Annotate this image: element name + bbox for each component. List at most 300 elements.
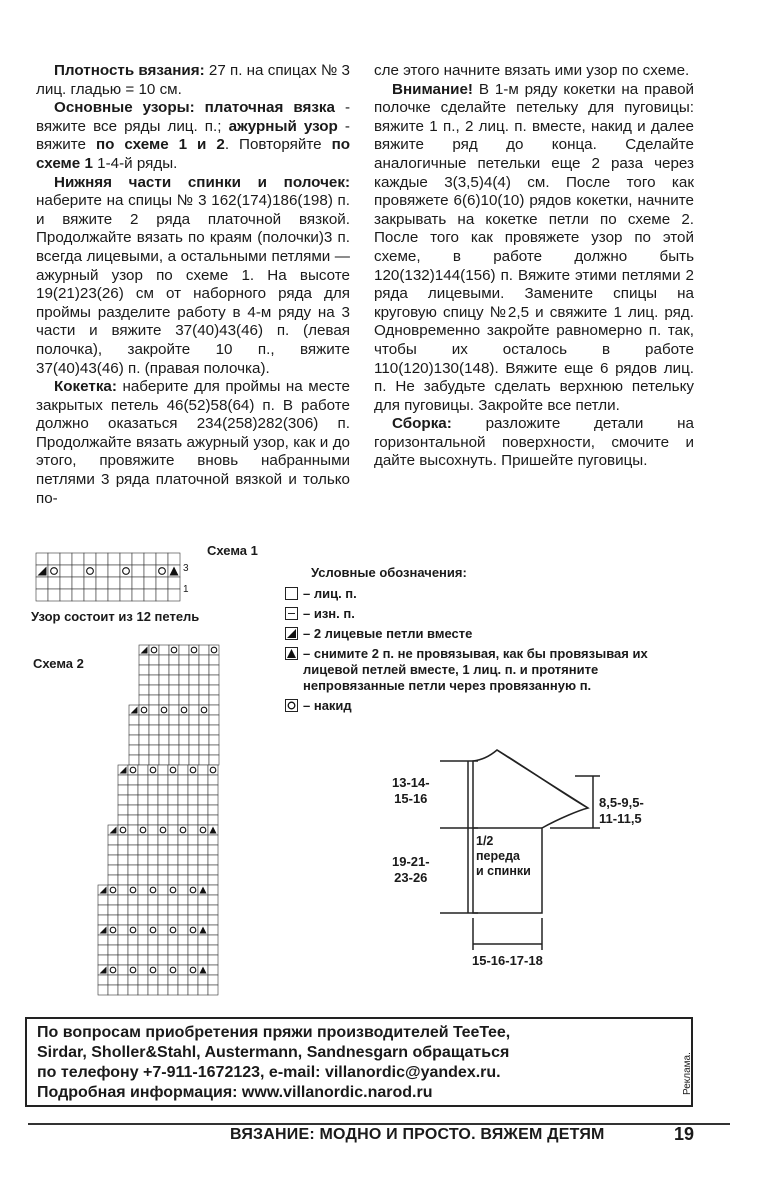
chart-cell — [139, 695, 149, 705]
chart-cell — [128, 985, 138, 995]
chart-cell — [208, 875, 218, 885]
chart-cell — [169, 725, 179, 735]
legend-title: Условные обозначения: — [311, 565, 467, 580]
chart-cell — [36, 553, 48, 565]
label-line: 13-14- — [392, 775, 430, 790]
chart-cell — [149, 675, 159, 685]
chart-cell — [149, 725, 159, 735]
scheme-2-title: Схема 2 — [33, 656, 84, 671]
chart-cell — [72, 553, 84, 565]
chart-cell — [178, 855, 188, 865]
chart-cell — [188, 895, 198, 905]
chart-cell — [209, 745, 219, 755]
chart-cell — [148, 795, 158, 805]
chart-cell — [189, 645, 199, 655]
chart-cell — [208, 865, 218, 875]
chart-cell — [159, 695, 169, 705]
chart-cell — [178, 845, 188, 855]
chart-cell — [129, 755, 139, 765]
chart-cell — [98, 955, 108, 965]
chart-cell — [169, 665, 179, 675]
scheme-1-caption: Узор состоит из 12 петель — [31, 609, 200, 624]
chart-cell — [199, 655, 209, 665]
chart-cell — [148, 965, 158, 975]
chart-cell — [198, 985, 208, 995]
chart-cell — [188, 775, 198, 785]
chart-cell — [128, 805, 138, 815]
chart-cell — [118, 875, 128, 885]
chart-cell — [198, 825, 208, 835]
chart-cell — [148, 815, 158, 825]
chart-cell — [178, 985, 188, 995]
chart-cell — [178, 805, 188, 815]
chart-cell — [48, 589, 60, 601]
chart-cell — [189, 665, 199, 675]
chart-cell — [208, 985, 218, 995]
chart-cell — [198, 765, 208, 775]
chart-cell — [72, 589, 84, 601]
chart-cell — [178, 965, 188, 975]
chart-cell — [179, 745, 189, 755]
chart-cell — [169, 655, 179, 665]
chart-cell — [138, 785, 148, 795]
pattern-label-right — [599, 795, 644, 827]
chart-cell — [179, 695, 189, 705]
chart-cell — [138, 965, 148, 975]
chart-cell — [199, 705, 209, 715]
chart-cell — [96, 553, 108, 565]
chart-cell — [156, 565, 168, 577]
chart-cell — [138, 855, 148, 865]
chart-cell — [138, 805, 148, 815]
chart-cell — [128, 955, 138, 965]
chart-cell — [209, 675, 219, 685]
footer-title: ВЯЗАНИЕ: МОДНО И ПРОСТО. ВЯЖЕМ ДЕТЯМ — [230, 1126, 605, 1143]
chart-cell — [159, 675, 169, 685]
chart-cell — [188, 905, 198, 915]
legend — [285, 565, 673, 718]
chart-cell — [138, 875, 148, 885]
right-decrease-icon — [285, 647, 298, 660]
chart-cell — [198, 775, 208, 785]
patterns-text-a: - вяжите все ряды лиц. п.; — [36, 99, 350, 135]
chart-cell — [148, 825, 158, 835]
chart-cell — [118, 855, 128, 865]
legend-item-text: – накид — [303, 698, 352, 713]
chart-cell — [118, 915, 128, 925]
chart-cell — [139, 675, 149, 685]
chart-cell — [128, 855, 138, 865]
legend-item — [285, 586, 673, 602]
left-decrease-icon — [285, 627, 298, 640]
chart-cell — [158, 965, 168, 975]
chart-cell — [118, 845, 128, 855]
chart-cell — [118, 825, 128, 835]
empty-square-icon — [285, 587, 298, 600]
chart-cell — [138, 895, 148, 905]
chart-cell — [118, 865, 128, 875]
legend-item-text: – лиц. п. — [303, 586, 357, 601]
chart-cell — [138, 825, 148, 835]
chart-cell — [120, 589, 132, 601]
chart-cell — [179, 675, 189, 685]
chart-cell — [138, 975, 148, 985]
chart-cell — [148, 855, 158, 865]
chart-cell — [158, 985, 168, 995]
chart-cell — [178, 885, 188, 895]
chart-cell — [72, 577, 84, 589]
chart-cell — [198, 805, 208, 815]
patterns-bold-f: по схеме 1 — [36, 136, 351, 172]
chart-cell — [118, 805, 128, 815]
chart-cell — [208, 965, 218, 975]
chart-cell — [138, 905, 148, 915]
chart-cell — [139, 755, 149, 765]
chart-cell — [208, 945, 218, 955]
chart-cell — [159, 755, 169, 765]
chart-cell — [128, 895, 138, 905]
chart-cell — [198, 915, 208, 925]
chart-cell — [209, 705, 219, 715]
chart-cell — [188, 835, 198, 845]
chart-cell — [148, 765, 158, 775]
chart-cell — [209, 695, 219, 705]
chart-cell — [48, 553, 60, 565]
chart-cell — [199, 725, 209, 735]
legend-item-text: – 2 лицевые петли вместе — [303, 626, 473, 641]
chart-cell — [158, 785, 168, 795]
yarn-over-icon — [285, 699, 298, 712]
patterns-text-e: . Повторяйте — [224, 136, 332, 154]
chart-cell — [128, 845, 138, 855]
chart-cell — [108, 945, 118, 955]
chart-cell — [189, 755, 199, 765]
chart-cell — [179, 685, 189, 695]
chart-cell — [144, 577, 156, 589]
chart-cell — [208, 925, 218, 935]
chart-cell — [138, 915, 148, 925]
chart-cell — [144, 589, 156, 601]
chart-cell — [188, 965, 198, 975]
chart-cell — [158, 795, 168, 805]
chart-cell — [108, 955, 118, 965]
chart-cell — [98, 915, 108, 925]
chart-cell — [188, 935, 198, 945]
chart-cell — [168, 985, 178, 995]
chart-cell — [128, 965, 138, 975]
chart-cell — [198, 875, 208, 885]
ad-line-2: Sirdar, Sholler&Stahl, Austermann, Sandnesgarn обращаться — [37, 1044, 510, 1061]
chart-cell — [149, 735, 159, 745]
chart-cell — [188, 845, 198, 855]
chart-cell — [188, 815, 198, 825]
chart-cell — [149, 695, 159, 705]
chart-cell — [149, 645, 159, 655]
chart-cell — [199, 675, 209, 685]
chart-cell — [138, 795, 148, 805]
chart-cell — [199, 755, 209, 765]
chart-cell — [108, 985, 118, 995]
chart-cell — [179, 645, 189, 655]
chart-cell — [138, 865, 148, 875]
chart-cell — [168, 975, 178, 985]
label-line: 15-16 — [394, 791, 428, 806]
chart-cell — [148, 915, 158, 925]
chart-cell — [84, 589, 96, 601]
chart-cell — [84, 553, 96, 565]
chart-cell — [158, 815, 168, 825]
chart-cell — [118, 835, 128, 845]
chart-cell — [148, 835, 158, 845]
chart-cell — [132, 577, 144, 589]
chart-cell — [96, 565, 108, 577]
chart-cell — [208, 885, 218, 895]
chart-cell — [128, 875, 138, 885]
pattern-center-label — [476, 834, 531, 879]
chart-cell — [208, 805, 218, 815]
chart-cell — [108, 965, 118, 975]
chart-cell — [169, 705, 179, 715]
assembly-heading: Сборка: — [392, 415, 452, 433]
chart-cell — [178, 955, 188, 965]
chart-cell — [188, 885, 198, 895]
chart-cell — [128, 865, 138, 875]
chart-cell — [98, 945, 108, 955]
chart-cell — [158, 945, 168, 955]
chart-cell — [138, 765, 148, 775]
chart-cell — [159, 645, 169, 655]
chart-cell — [48, 565, 60, 577]
advertisement-box — [25, 1017, 693, 1107]
chart-cell — [198, 815, 208, 825]
chart-cell — [156, 577, 168, 589]
chart-cell — [178, 945, 188, 955]
chart-cell — [138, 775, 148, 785]
label-line: и спинки — [476, 864, 531, 878]
chart-cell — [159, 705, 169, 715]
chart-cell — [84, 577, 96, 589]
chart-cell — [168, 925, 178, 935]
chart-cell — [208, 955, 218, 965]
chart-cell — [168, 895, 178, 905]
chart-cell — [158, 845, 168, 855]
chart-cell — [148, 955, 158, 965]
chart-cell — [208, 835, 218, 845]
chart-cell — [168, 835, 178, 845]
label-line: 1/2 — [476, 834, 494, 848]
chart-cell — [168, 875, 178, 885]
chart-cell — [198, 975, 208, 985]
chart-cell — [132, 565, 144, 577]
chart-cell — [118, 785, 128, 795]
chart-cell — [128, 785, 138, 795]
scheme-1-title: Схема 1 — [207, 543, 258, 558]
chart-cell — [168, 865, 178, 875]
chart-cell — [208, 935, 218, 945]
chart-cell — [158, 885, 168, 895]
chart-cell — [168, 955, 178, 965]
chart-cell — [188, 955, 198, 965]
chart-cell — [168, 965, 178, 975]
chart-cell — [199, 745, 209, 755]
chart-cell — [108, 895, 118, 905]
chart-cell — [188, 825, 198, 835]
chart-cell — [129, 725, 139, 735]
legend-item — [285, 646, 673, 694]
chart-cell — [188, 945, 198, 955]
chart-cell — [129, 715, 139, 725]
chart-cell — [179, 725, 189, 735]
footer-rule — [28, 1123, 730, 1125]
chart-cell — [159, 655, 169, 665]
ad-line-4: Подробная информация: www.villanordic.narod.ru — [37, 1084, 433, 1101]
chart-cell — [178, 935, 188, 945]
chart-cell — [169, 675, 179, 685]
chart-cell — [128, 815, 138, 825]
label-line: 23-26 — [394, 870, 428, 885]
chart-cell — [118, 985, 128, 995]
chart-cell — [149, 685, 159, 695]
legend-item-text: – снимите 2 п. не провязывая, как бы провязывая их лицевой петлей вместе, 1 лиц. п. и протяните непровязанные петли через провязанную п. — [303, 646, 648, 693]
legend-item — [285, 606, 673, 622]
chart-cell — [209, 645, 219, 655]
chart-cell — [108, 915, 118, 925]
chart-cell — [168, 905, 178, 915]
chart-cell — [158, 865, 168, 875]
chart-cell — [156, 589, 168, 601]
chart-cell — [128, 935, 138, 945]
legend-item — [285, 626, 673, 642]
chart-cell — [139, 715, 149, 725]
label-line: 19-21- — [392, 854, 430, 869]
chart-cell — [148, 865, 158, 875]
chart-cell — [158, 765, 168, 775]
chart-cell — [128, 885, 138, 895]
chart-cell — [120, 577, 132, 589]
chart-cell — [209, 665, 219, 675]
chart-cell — [199, 695, 209, 705]
chart-cell — [169, 645, 179, 655]
lower-part-text: наберите на спицы № 3 162(174)186(198) п. и вяжите 2 ряда платочной вязкой. Продолжайте вязать по краям (полочки)3 п. всегда лицевыми, а остальными петлями — ажурный узор по схеме 1. На высоте 19(21)23(26) см от наборного ряда для проймы разделите работу в 4-м ряду на 3 части и вяжите 37(40)43(46) п. (левая полочка), закройте 10 п., вяжите 37(40)43(46) п. (правая полочка). — [36, 192, 350, 377]
chart-cell — [118, 925, 128, 935]
chart-cell — [98, 985, 108, 995]
chart-cell — [138, 955, 148, 965]
chart-cell — [144, 553, 156, 565]
chart-cell — [148, 905, 158, 915]
chart-cell — [179, 705, 189, 715]
patterns-bold-d: по схеме 1 и 2 — [95, 136, 225, 154]
chart-cell — [179, 735, 189, 745]
chart-cell — [208, 765, 218, 775]
continuation-paragraph: сле этого начните вязать ими узор по схеме. — [374, 62, 690, 79]
chart-cell — [169, 755, 179, 765]
lower-part-heading: Нижняя части спинки и полочек: — [54, 173, 350, 191]
chart-cell — [132, 553, 144, 565]
chart-cell — [178, 795, 188, 805]
chart-cell — [139, 665, 149, 675]
chart-cell — [118, 935, 128, 945]
chart-cell — [178, 905, 188, 915]
chart-cell — [208, 855, 218, 865]
chart-cell — [159, 665, 169, 675]
chart-cell — [159, 725, 169, 735]
chart-cell — [60, 589, 72, 601]
chart-cell — [198, 935, 208, 945]
chart-cell — [48, 577, 60, 589]
chart-cell — [98, 935, 108, 945]
chart-cell — [199, 735, 209, 745]
chart-cell — [158, 975, 168, 985]
patterns-text-g: 1-4-й ряды. — [92, 154, 178, 172]
yoke-heading: Кокетка: — [54, 378, 117, 396]
chart-cell — [209, 725, 219, 735]
chart-cell — [188, 925, 198, 935]
chart-cell — [158, 925, 168, 935]
chart-cell — [208, 845, 218, 855]
chart-cell — [179, 755, 189, 765]
chart-cell — [149, 715, 159, 725]
chart-cell — [158, 855, 168, 865]
chart-cell — [208, 785, 218, 795]
chart-cell — [168, 815, 178, 825]
chart-cell — [168, 577, 180, 589]
chart-cell — [148, 845, 158, 855]
chart-cell — [156, 553, 168, 565]
chart-cell — [189, 725, 199, 735]
chart-cell — [148, 775, 158, 785]
chart-cell — [129, 745, 139, 755]
chart-cell — [158, 775, 168, 785]
chart-cell — [118, 775, 128, 785]
chart-cell — [108, 855, 118, 865]
chart-cell — [178, 865, 188, 875]
chart-cell — [188, 855, 198, 865]
chart-cell — [169, 735, 179, 745]
chart-cell — [209, 685, 219, 695]
chart-cell — [60, 565, 72, 577]
chart-cell — [118, 815, 128, 825]
chart-cell — [118, 965, 128, 975]
chart-cell — [199, 685, 209, 695]
assembly-text: разложите детали на горизонтальной поверхности, смочите и дайте высохнуть. Пришейте пуговицы. — [374, 415, 694, 470]
chart-cell — [169, 715, 179, 725]
chart-cell — [148, 785, 158, 795]
chart-cell — [108, 835, 118, 845]
chart-cell — [199, 645, 209, 655]
chart-cell — [189, 705, 199, 715]
chart-cell — [208, 775, 218, 785]
chart-cell — [168, 855, 178, 865]
chart-cell — [118, 905, 128, 915]
chart-cell — [158, 955, 168, 965]
chart-cell — [108, 935, 118, 945]
chart-cell — [149, 755, 159, 765]
chart-cell — [199, 665, 209, 675]
scheme-1-grid — [36, 553, 180, 601]
chart-cell — [198, 845, 208, 855]
chart-cell — [84, 565, 96, 577]
chart-cell — [139, 745, 149, 755]
pattern-label-left-top — [392, 775, 430, 807]
ad-line-1: По вопросам приобретения пряжи производителей TeeTee, — [37, 1024, 511, 1041]
chart-cell — [138, 935, 148, 945]
chart-cell — [168, 553, 180, 565]
pattern-label-left-bottom — [392, 854, 430, 886]
chart-cell — [120, 565, 132, 577]
chart-cell — [128, 775, 138, 785]
chart-cell — [189, 685, 199, 695]
chart-cell — [168, 885, 178, 895]
